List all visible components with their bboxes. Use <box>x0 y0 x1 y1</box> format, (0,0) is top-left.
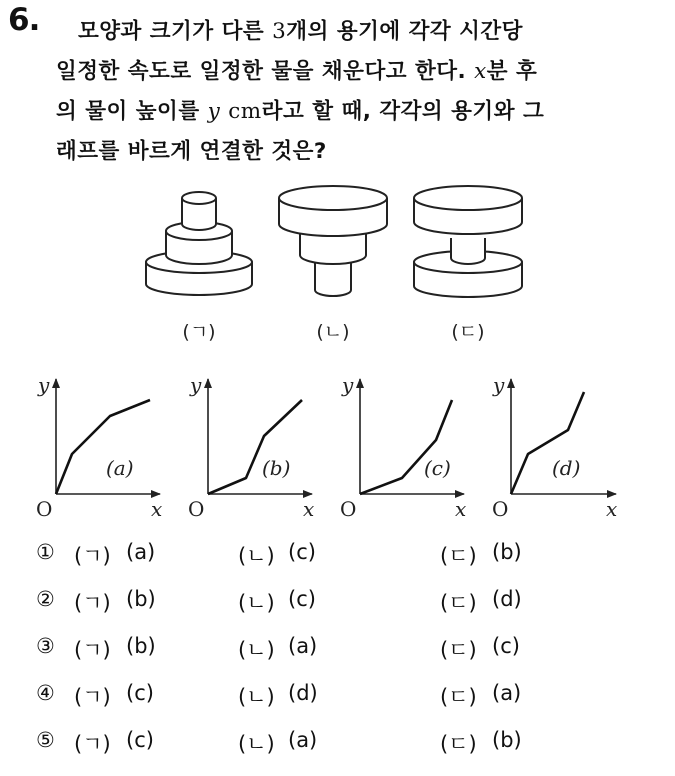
question-number: 6. <box>8 2 40 38</box>
graph-a-y-label: y <box>38 373 50 397</box>
graph-c-x-label: x <box>455 497 467 521</box>
graph-b-x-label: x <box>303 497 315 521</box>
q-line2-a: 일정한 속도로 일정한 물을 채운다고 한다. <box>56 59 475 84</box>
cyl-n-bottom-side <box>315 262 351 296</box>
choice-3-g: (ㄱ) <box>74 638 111 662</box>
q-line2-var: x <box>474 59 487 84</box>
choice-2-number: ② <box>36 587 55 611</box>
choice-4-number: ④ <box>36 681 55 705</box>
choice-5-g-value: (c) <box>126 728 154 752</box>
choice-1-n: (ㄴ) <box>238 544 275 568</box>
choice-3-n-value: (a) <box>288 634 318 658</box>
choice-4-d: (ㄷ) <box>440 685 477 709</box>
cyl-g-top-top <box>182 192 216 204</box>
choice-3-g-value: (b) <box>126 634 156 658</box>
choice-4-g: (ㄱ) <box>74 685 111 709</box>
graph-a-label: (a) <box>106 456 134 480</box>
q-line3-b: 라고 할 때, 각각의 용기와 그 <box>261 99 545 124</box>
graph-a-curve <box>56 400 150 494</box>
graph-c-origin: O <box>340 497 357 521</box>
choice-4-n: (ㄴ) <box>238 685 275 709</box>
choice-5-g: (ㄱ) <box>74 732 111 756</box>
graph-a <box>36 373 162 521</box>
container-g <box>146 192 252 295</box>
graph-c <box>340 373 466 521</box>
q-line3-a: 의 물이 높이를 <box>56 99 208 124</box>
question-line-4: 래프를 바르게 연결한 것은? <box>56 139 327 164</box>
choice-5-n: (ㄴ) <box>238 732 275 756</box>
q-line1-b: 개의 용기에 각각 시간당 <box>286 19 523 44</box>
graph-d-y-label: y <box>493 373 505 397</box>
choice-4-n-value: (d) <box>288 681 318 705</box>
graph-a-x-label: x <box>151 497 163 521</box>
graph-b-label: (b) <box>262 456 291 480</box>
choice-1-g: (ㄱ) <box>74 544 111 568</box>
choice-2-n-value: (c) <box>288 587 316 611</box>
choice-4-g-value: (c) <box>126 681 154 705</box>
choice-1-n-value: (c) <box>288 540 316 564</box>
container-label-n: (ㄴ) <box>316 321 350 343</box>
graph-d-x-label: x <box>606 497 618 521</box>
choice-2-n: (ㄴ) <box>238 591 275 615</box>
q-line3-unit: cm <box>228 99 262 124</box>
choice-5-d: (ㄷ) <box>440 732 477 756</box>
cyl-d-neck-side <box>451 238 485 264</box>
choice-2-g: (ㄱ) <box>74 591 111 615</box>
choice-2-d-value: (d) <box>492 587 522 611</box>
graph-c-y-label: y <box>342 373 354 397</box>
q-line2-b: 분 후 <box>486 59 538 84</box>
choice-5-number: ⑤ <box>36 728 55 752</box>
cyl-d-top-top <box>414 186 522 210</box>
q-line1-num: 3 <box>272 19 287 44</box>
container-n <box>279 186 387 296</box>
choice-1-d: (ㄷ) <box>440 544 477 568</box>
choice-3-d: (ㄷ) <box>440 638 477 662</box>
choice-1-d-value: (b) <box>492 540 522 564</box>
q-line1-a: 모양과 크기가 다른 <box>78 19 273 44</box>
graph-d <box>492 373 617 521</box>
graph-b-y-label: y <box>190 373 202 397</box>
graph-a-origin: O <box>36 497 53 521</box>
container-label-g: (ㄱ) <box>182 321 216 343</box>
choice-2-d: (ㄷ) <box>440 591 477 615</box>
choice-5-n-value: (a) <box>288 728 318 752</box>
choice-3-n: (ㄴ) <box>238 638 275 662</box>
graph-b <box>188 373 314 521</box>
choice-5-d-value: (b) <box>492 728 522 752</box>
graph-b-origin: O <box>188 497 205 521</box>
cyl-n-top-top <box>279 186 387 210</box>
choice-3-d-value: (c) <box>492 634 520 658</box>
container-d <box>414 186 522 297</box>
graph-d-origin: O <box>492 497 509 521</box>
choice-1-g-value: (a) <box>126 540 156 564</box>
choice-1-number: ① <box>36 540 55 564</box>
cyl-n-middle-side <box>300 233 366 264</box>
choice-2-g-value: (b) <box>126 587 156 611</box>
graph-c-label: (c) <box>424 456 451 480</box>
choice-4-d-value: (a) <box>492 681 522 705</box>
graph-d-label: (d) <box>552 456 581 480</box>
q-line3-var: y <box>207 99 221 124</box>
container-label-d: (ㄷ) <box>451 321 485 343</box>
choice-3-number: ③ <box>36 634 55 658</box>
